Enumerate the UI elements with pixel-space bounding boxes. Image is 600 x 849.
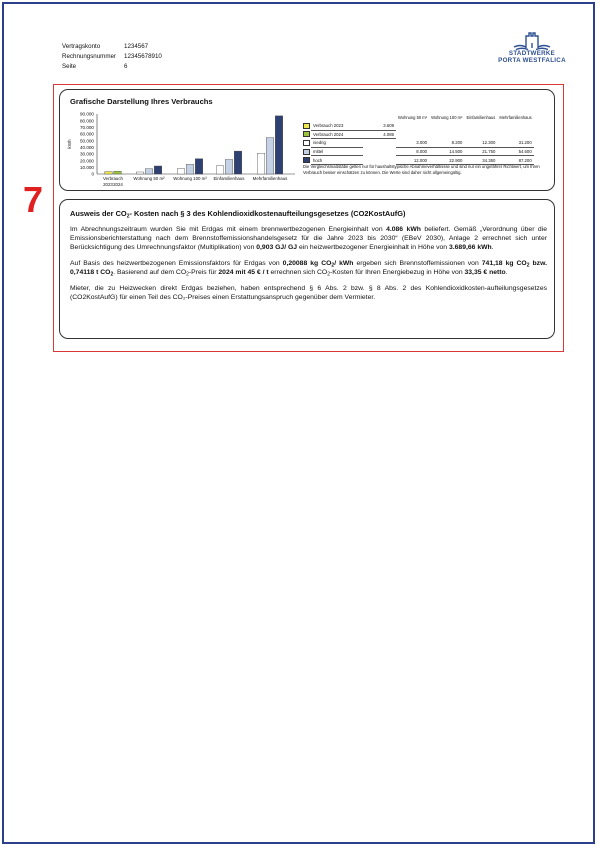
column-header: Wohnung 100 m² xyxy=(431,115,463,120)
bar-niedrig xyxy=(216,166,224,174)
table-row xyxy=(303,122,534,130)
table-row xyxy=(303,147,534,156)
bar-hoch xyxy=(195,159,203,174)
table-cell: 12.000 xyxy=(396,156,429,165)
invoice-label: Rechnungsnummer xyxy=(62,53,116,60)
page-label: Seite xyxy=(62,63,77,70)
company-logo xyxy=(494,30,570,64)
legend-swatch xyxy=(303,149,310,155)
y-axis-label: kWh xyxy=(67,139,72,149)
y-tick-label: 10.000 xyxy=(79,164,94,170)
x-tick-label: Mehrfamilienhaus xyxy=(252,176,288,181)
co2-section-title: Ausweis der $CO_2-$ Kosten nach § 3 des Kohlendioxidkostenaufteilungsgesetzes (CO2KostAufG) xyxy=(70,209,406,220)
co2-section-body xyxy=(70,225,547,309)
table-cell: 8.000 xyxy=(396,147,429,156)
y-tick-label: 80.000 xyxy=(79,118,94,124)
table-cell: 87.200 xyxy=(497,156,533,165)
table-cell: 14.500 xyxy=(429,147,464,156)
x-tick-label: Wohnung 100 m² xyxy=(173,176,207,181)
comparison-note: Die Vergleichsmaßstäbe gelten nur für haushaltstypische Abnahmeverhältnisse und sind nur ein ungefährer Richtwert, um Ihren Verbrauch besser einschätzen zu können. Die Werte sind daher nicht allgemeingültig. xyxy=(303,164,540,175)
bar-mittel xyxy=(266,138,274,174)
bar-niedrig xyxy=(177,169,185,174)
row-label: mittel xyxy=(311,147,363,156)
table-cell: 34.350 xyxy=(464,156,497,165)
castle-icon xyxy=(512,30,552,50)
legend-swatch xyxy=(303,123,310,129)
y-tick-label: 90.000 xyxy=(79,111,94,117)
contract-value: 1234567 xyxy=(124,43,149,50)
row-value: 4.086 xyxy=(363,130,396,139)
section-marker-number: 7 xyxy=(23,179,44,220)
consumption-table xyxy=(303,113,534,165)
bar-hoch xyxy=(154,166,162,174)
x-tick-label: Wohnung 50 m² xyxy=(133,176,165,181)
legend-swatch xyxy=(303,140,310,146)
table-cell: 22.900 xyxy=(429,156,464,165)
column-header: Mehrfamilienhaus xyxy=(499,115,532,120)
bar-mittel xyxy=(145,169,153,174)
contract-row xyxy=(62,42,162,52)
legend-swatch xyxy=(303,157,310,163)
table-row xyxy=(303,130,534,139)
paragraph-emissions-cost: Auf Basis des heizwertbezogenen Emissionsfaktors für Erdgas von 0,20088 kg $CO_2/$ kWh ergeben sich Brennstoffemissionen von 741,18 kg $CO_2$ bzw. 0,74118 t $CO_2$. Basierend auf dem $CO_2$-Preis für 2024 mit 45 € / t errechnen sich $CO_2$-Kosten für Ihren Energiebezug in Höhe von 33,35 € netto. xyxy=(70,260,547,278)
row-value: 3.609 xyxy=(363,122,396,130)
bar-hoch xyxy=(275,116,283,174)
y-tick-label: 30.000 xyxy=(79,151,94,157)
page-row xyxy=(62,62,162,72)
table-cell: 54.600 xyxy=(497,147,533,156)
invoice-row xyxy=(62,52,162,62)
y-tick-label: 60.000 xyxy=(79,131,94,137)
invoice-value: 12345678910 xyxy=(124,53,162,60)
y-tick-label: 40.000 xyxy=(79,144,94,150)
paragraph-tenant-refund: Mieter, die zu Heizwecken direkt Erdgas beziehen, haben entsprechend § 6 Abs. 2 bzw. § 8 Abs. 2 des Kohlendioxidkosten-aufteilungsgesetzes (CO2KostAufG) für einen Teil des CO₂-Preises einen Erstattungsanspruch gegenüber dem Vermieter. xyxy=(70,285,547,302)
table-header-row xyxy=(303,113,534,122)
contract-label: Vertragskonto xyxy=(62,43,101,50)
table-cell: 12.300 xyxy=(464,139,497,148)
page-value: 6 xyxy=(124,63,128,70)
table-cell: 21.750 xyxy=(464,147,497,156)
column-header: Einfamilienhaus xyxy=(466,115,496,120)
bar-verbrauch-2023 xyxy=(105,172,113,174)
x-sub-tick-label: 2024 xyxy=(113,182,123,187)
bar-mittel xyxy=(225,160,233,175)
bar-mittel xyxy=(186,164,194,174)
paragraph-energy-content: Im Abrechnungszeitraum wurden Sie mit Erdgas mit einem brennwertbezogenen Energieinhalt von 4.086 kWh beliefert. Gemäß „Verordnung über die Emissionsberichterstattung nach dem Brennstoffemissionshandelsgesetz für die Jahre 2023 bis 2030“ (EBeV 2030), Anlage 2 errechnet sich unter Berücksichtigung des Umrechnungsfaktor (Multiplikation) von 0,903 GJ/ GJ ein heizwertbezogener Energieinhalt in Höhe von 3.689,66 kWh. xyxy=(70,226,547,252)
row-label: hoch xyxy=(311,156,363,165)
document-header xyxy=(62,42,162,72)
consumption-panel xyxy=(59,89,555,191)
legend-swatch xyxy=(303,131,310,137)
row-label: niedrig xyxy=(311,139,363,148)
y-tick-label: 0 xyxy=(91,171,94,177)
y-tick-label: 50.000 xyxy=(79,138,94,144)
row-label: Verbrauch 2024 xyxy=(311,130,363,139)
table-cell: 31.200 xyxy=(497,139,533,148)
logo-line-1: STADTWERKE xyxy=(508,50,556,57)
bar-hoch xyxy=(234,151,242,174)
x-sub-tick-label: 2023 xyxy=(103,182,113,187)
bar-niedrig xyxy=(257,153,265,174)
consumption-title: Grafische Darstellung Ihres Verbrauchs xyxy=(70,97,213,106)
logo-line-2: PORTA WESTFALICA xyxy=(498,57,566,64)
table-cell: 3.000 xyxy=(396,139,429,148)
row-label: Verbrauch 2023 xyxy=(311,122,363,130)
table-row xyxy=(303,139,534,148)
column-header: Wohnung 50 m² xyxy=(398,115,428,120)
consumption-bar-chart xyxy=(65,110,297,190)
y-tick-label: 70.000 xyxy=(79,124,94,130)
table-cell: 8.200 xyxy=(429,139,464,148)
co2-cost-panel xyxy=(59,199,555,339)
x-tick-label: Verbrauch xyxy=(102,176,124,181)
x-tick-label: Einfamilienhaus xyxy=(213,176,245,181)
y-tick-label: 20.000 xyxy=(79,158,94,164)
bar-verbrauch-2024 xyxy=(114,171,122,174)
bar-niedrig xyxy=(136,172,144,174)
